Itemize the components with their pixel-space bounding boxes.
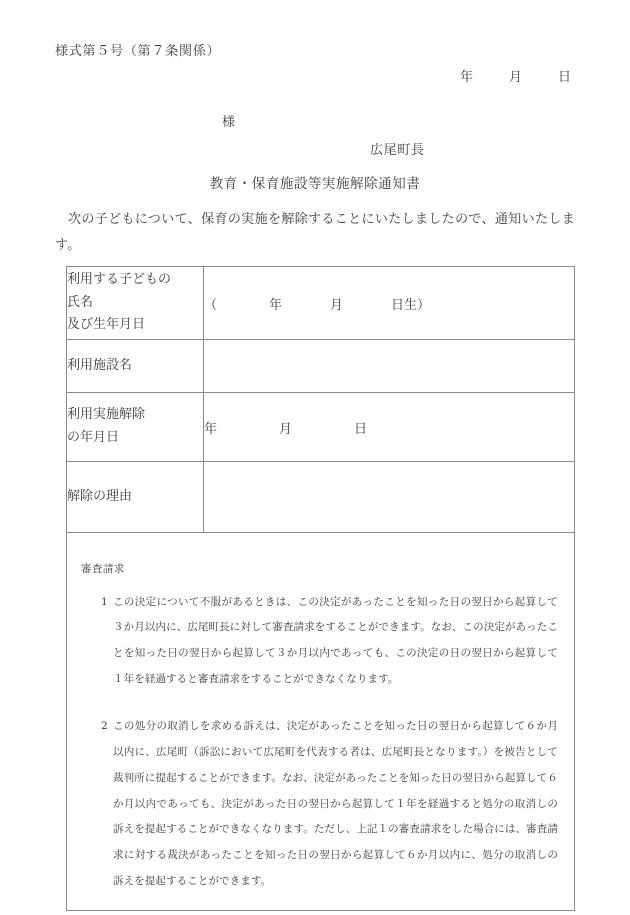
appeal-notice-cell [67,533,575,911]
table-row-cancellation-date [67,393,575,462]
addressee-honorific: 様 [222,115,236,130]
row-label-cancellation-reason [67,462,204,533]
table-row-cancellation-reason [67,462,575,533]
cancellation-year-label: 年 [204,421,218,437]
birthdate-month-label: 月 [330,297,344,313]
label-line: 利用施設名 [67,357,133,373]
field-facility-name[interactable] [204,340,575,393]
table-row-facility-name [67,340,575,393]
label-line: 利用する子どもの [67,271,172,287]
appeal-item-number: 1 [101,595,108,608]
row-label-cancellation-date [67,393,204,462]
appeal-item-number: 2 [101,720,108,733]
notification-table [66,266,575,911]
field-child-name-and-birthdate[interactable] [204,267,575,340]
appeal-notice-item [81,714,558,894]
label-line: 氏名 [67,294,94,310]
issue-date-month-label: 月 [509,70,523,85]
label-line: 及び生年月日 [67,317,146,333]
issue-date-day-label: 日 [558,70,572,85]
issuer-name: 広尾町長 [370,143,425,158]
table-row-appeal-notice [67,533,575,911]
field-cancellation-date[interactable] [204,393,575,462]
appeal-notice-item [81,590,558,693]
cancellation-day-label: 日 [354,421,368,437]
appeal-notice-title: 審査請求 [81,562,125,575]
table-row-child-name [67,267,575,340]
issue-date-line [460,66,571,85]
document-title: 教育・保育施設等実施解除通知書 [209,176,421,192]
body-paragraph: 次の子どもについて、保育の実施を解除することにいたしましたので、通知いたします。 [55,212,575,253]
birthdate-year-label: 年 [269,297,283,313]
issue-date-year-label: 年 [460,70,474,85]
label-line: 解除の理由 [67,488,133,504]
cancellation-month-label: 月 [279,421,293,437]
form-number: 様式第５号（第７条関係） [55,44,221,59]
birthdate-day-label: 日生） [391,297,431,313]
row-label-child-name [67,267,204,340]
label-line: の年月日 [67,430,120,445]
appeal-item-text: この処分の取消しを求める訴えは、決定があったことを知った日の翌日から起算して６か月以内に、広尾町（訴訟において広尾町を代表する者は、広尾町長となります。）を被告として裁判所に提起することができます。なお、決定があったことを知った日の翌日から起算して６か月以内であっても、決定があった日の翌日から起算して１年を経過すると処分の取消しの訴えを提起することができなくなります。ただし、上記１の審査請求をした場合には、審査請求に対する裁決があったことを知った日の翌日から起算して６か月以内に、処分の取消しの訴えを提起することができます。 [113,720,558,887]
row-label-facility-name [67,340,204,393]
birthdate-paren-open: （ [204,297,218,313]
field-cancellation-reason[interactable] [204,462,575,533]
label-line: 利用実施解除 [67,407,146,423]
appeal-item-text: この決定について不服があるときは、この決定があったことを知った日の翌日から起算して３か月以内に、広尾町長に対して審査請求をすることができます。なお、この決定があったことを知った日の翌日から起算して３か月以内であっても、この決定の日の翌日から起算して１年を経過すると審査請求をすることができなくなります。 [113,595,558,685]
